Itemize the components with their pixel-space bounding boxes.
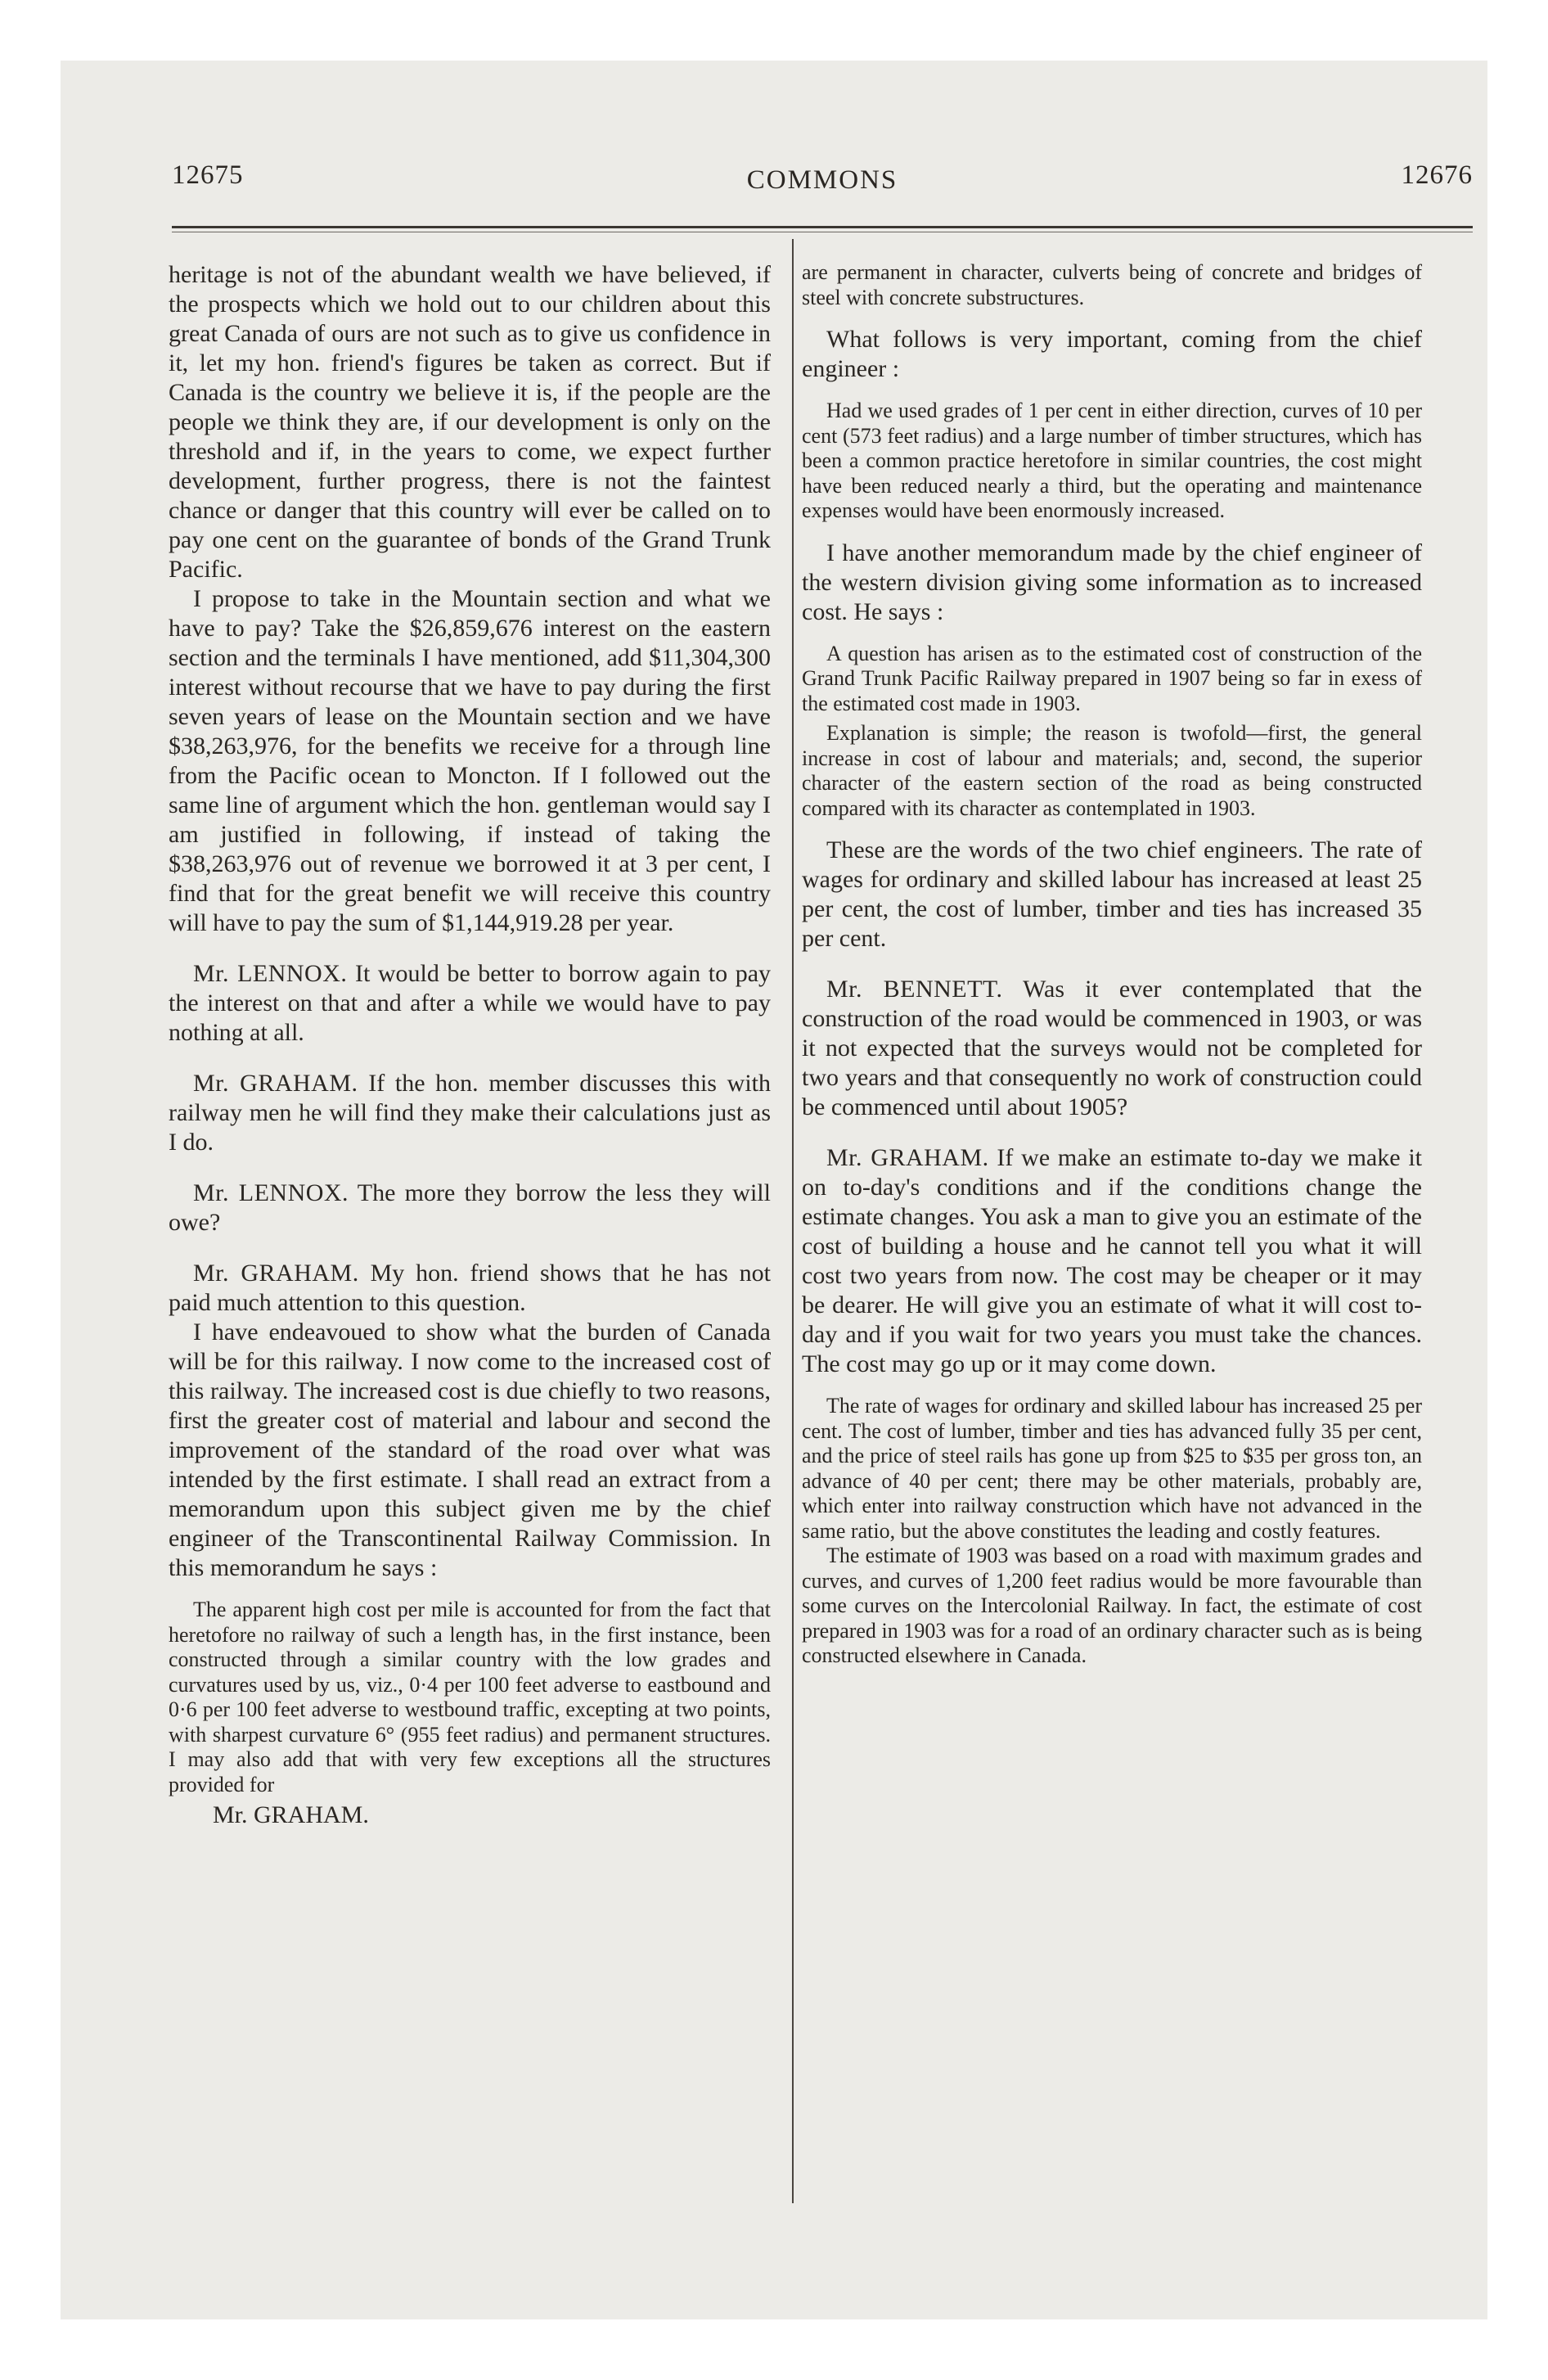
speech xyxy=(169,959,771,1048)
paragraph: I have endeavoued to show what the burden of Canada will be for this railway. I now come to the increased cost of this railway. The increased cost is due chiefly to two reasons, first the greater cost of material and labour and second the improvement of the standard of the road over what was intended by the first estimate. I shall read an extract from a memorandum upon this subject given me by the chief engineer of the Transcontinental Railway Commission. In this memorandum he says : xyxy=(169,1318,771,1581)
page-number-left: 12675 xyxy=(172,160,244,190)
quoted-extract: Had we used grades of 1 per cent in either direction, curves of 10 per cent (573 feet radius) and a large number of timber structures, which has been a common practice heretofore in similar countries, the cost might have been reduced nearly a third, but the operating and maintenance expenses would have been enormously increased. xyxy=(802,399,1422,522)
speaker-signature: Mr. GRAHAM. xyxy=(213,1801,369,1828)
running-title: COMMONS xyxy=(746,165,898,195)
running-header xyxy=(172,160,1473,206)
header-rule xyxy=(172,226,1473,228)
speaker-name: Mr. GRAHAM. xyxy=(826,1144,989,1171)
speech-text: If we make an estimate to-day we make it on to-day's conditions and if the conditions change the estimate changes. You ask a man to give you an estimate of the cost of building a house and he cannot tell you what it will cost two years from now. The cost may be cheaper or it may be dearer. He will give you an estimate of what it will cost to-day and if you wait for two years you must take the chances. The cost may go up or it may come down. xyxy=(802,1144,1423,1377)
speaker-name: Mr. GRAHAM. xyxy=(193,1260,359,1287)
paragraph: heritage is not of the abundant wealth we have believed, if the prospects which we hold out to our children about this great Canada of ours are not such as to give us confidence in it, let my hon. friend's figures be taken as correct. But if Canada is the country we believe it is, if the people are the people we think they are, if our development is only on the threshold and if, in the years to come, we expect further development, further progress, there is not the faintest chance or danger that this country will ever be called on to pay one cent on the guarantee of bonds of the Grand Trunk Pacific. xyxy=(169,261,771,583)
speaker-name: Mr. GRAHAM. xyxy=(193,1070,358,1097)
quoted-extract: The apparent high cost per mile is accounted for from the fact that heretofore no railway of such a length has, in the first instance, been constructed through a similar country with the low grades and curvatures used by us, viz., 0·4 per 100 feet adverse to eastbound and 0·6 per 100 feet adverse to westbound traffic, excepting at two points, with sharpest curvature 6° (955 feet radius) and permanent structures. I may also add that with very few exceptions all the structures provided for xyxy=(169,1598,771,1796)
speech xyxy=(169,1259,771,1318)
speech-text: My hon. friend shows that he has not paid much attention to this question. xyxy=(169,1260,772,1316)
speaker-name: Mr. BENNETT. xyxy=(826,976,1003,1003)
speech-text: The more they borrow the less they will owe? xyxy=(169,1179,771,1236)
right-column xyxy=(802,260,1422,1669)
quoted-extract: A question has arisen as to the estimated cost of construction of the Grand Trunk Pacific Railway prepared in 1907 being so far in exess of the estimated cost made in 1903. xyxy=(802,641,1422,715)
speech-text: It would be better to borrow again to pay the interest on that and after a while we would have to pay nothing at all. xyxy=(169,960,772,1046)
quoted-extract: The estimate of 1903 was based on a road with maximum grades and curves, and curves of 1,200 feet radius would be more favourable than some curves on the Intercolonial Railway. In fact, the estimate of cost prepared in 1903 was for a road of an ordinary character such as is being constructed elsewhere in Canada. xyxy=(802,1544,1422,1667)
speech-text: If the hon. member discusses this with railway men he will find they make their calculations just as I do. xyxy=(169,1070,771,1156)
paragraph: I have another memorandum made by the chief engineer of the western division giving some information as to increased cost. He says : xyxy=(802,539,1422,625)
paragraph: What follows is very important, coming from the chief engineer : xyxy=(802,326,1422,382)
speech xyxy=(802,1143,1422,1379)
column-divider xyxy=(792,239,794,2203)
speaker-name: Mr. LENNOX. xyxy=(193,1179,349,1206)
speech xyxy=(802,975,1422,1122)
left-column xyxy=(169,260,771,1830)
speech-text: Was it ever contemplated that the construction of the road would be commenced in 1903, or was it not expected that the surveys would not be completed for two years and that consequently no work of construction could be commenced until about 1905? xyxy=(802,976,1422,1120)
speech xyxy=(169,1069,771,1157)
quoted-extract: The rate of wages for ordinary and skilled labour has increased 25 per cent. The cost of lumber, timber and ties has advanced fully 35 per cent, and the price of steel rails has gone up from $25 to $35 per gross ton, an advance of 40 per cent; there may be other materials, probably are, which enter into railway construction which have not advanced in the same ratio, but the above constitutes the leading and costly features. xyxy=(802,1394,1422,1543)
speech xyxy=(169,1179,771,1237)
quoted-extract: Explanation is simple; the reason is twofold—first, the general increase in cost of labour and materials; and, second, the superior character of the eastern section of the road as being constructed compared with its character as contemplated in 1903. xyxy=(802,721,1422,820)
paragraph: These are the words of the two chief engineers. The rate of wages for ordinary and skilled labour has increased at least 25 per cent, the cost of lumber, timber and ties has increased 35 per cent. xyxy=(802,836,1422,952)
page-number-right: 12676 xyxy=(1401,160,1473,190)
quoted-extract: are permanent in character, culverts being of concrete and bridges of steel with concrete substructures. xyxy=(802,260,1422,309)
speaker-name: Mr. LENNOX. xyxy=(193,960,348,987)
paragraph: I propose to take in the Mountain section and what we have to pay? Take the $26,859,676 interest on the eastern section and the terminals I have mentioned, add $11,304,300 interest without recourse that we have to pay during the first seven years of lease on the Mountain section and we have $38,263,976, for the benefits we receive for a through line from the Pacific ocean to Moncton. If I followed out the same line of argument which the hon. gentleman would say I am justified in following, if instead of taking the $38,263,976 out of revenue we borrowed it at 3 per cent, I find that for the great benefit we will receive this country will have to pay the sum of $1,144,919.28 per year. xyxy=(169,585,771,936)
